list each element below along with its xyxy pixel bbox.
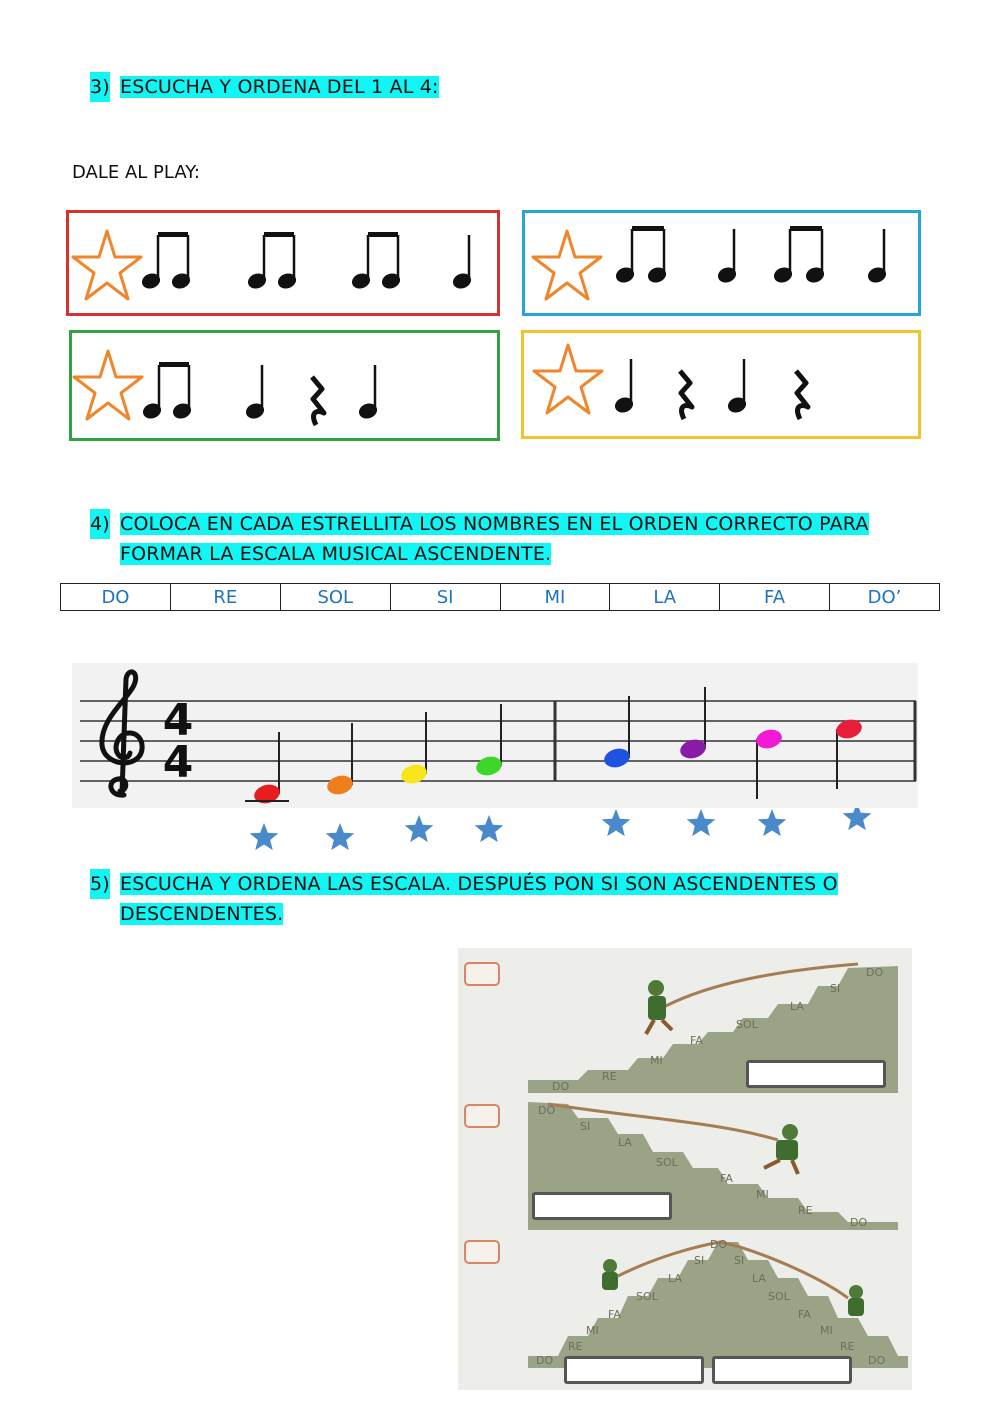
section-3-heading: [90, 72, 920, 102]
step-label: RE: [798, 1204, 813, 1217]
step-label: LA: [752, 1272, 766, 1285]
step-label: MI: [650, 1054, 663, 1067]
mountain-panel-pyramid: [458, 1236, 912, 1390]
step-label: RE: [602, 1070, 617, 1083]
step-label: DO: [868, 1354, 886, 1367]
step-label: DO: [538, 1104, 556, 1117]
step-label: FA: [608, 1308, 621, 1321]
step-label: DO: [710, 1238, 728, 1251]
step-label: MI: [756, 1188, 769, 1201]
step-label: SI: [694, 1254, 705, 1267]
play-label: DALE AL PLAY:: [72, 162, 200, 183]
step-label: LA: [790, 1000, 804, 1013]
answer-box[interactable]: [564, 1356, 704, 1384]
scale-mountains-image: [458, 948, 912, 1390]
staff-svg: [72, 663, 918, 808]
step-label: SOL: [636, 1290, 658, 1303]
rhythm-pattern-red: [69, 213, 499, 315]
rhythm-box-red[interactable]: [66, 210, 500, 316]
step-label: SOL: [656, 1156, 678, 1169]
step-label: SI: [830, 982, 841, 995]
climber-icon: [602, 1259, 618, 1290]
step-label: DO: [866, 966, 884, 979]
blue-star-icon: [687, 809, 716, 836]
scale-note: [678, 687, 708, 761]
mountain-panel-ascending: [458, 948, 912, 1093]
step-label: MI: [820, 1324, 833, 1337]
section-4-heading: [90, 509, 920, 569]
time-signature-bottom: 4: [162, 737, 194, 788]
blue-star-icon: [758, 809, 787, 836]
section-5-line-2: DESCENDENTES.: [120, 903, 284, 925]
step-label: FA: [798, 1308, 811, 1321]
blue-star-icon: [602, 809, 631, 836]
step-label: DO: [552, 1080, 570, 1093]
scale-note: [245, 732, 289, 806]
blue-stars-row: [240, 808, 890, 856]
section-5-heading: [90, 869, 920, 929]
rhythm-pattern-green: [72, 333, 499, 440]
climber-icon: [764, 1124, 798, 1174]
blue-star-icon: [843, 808, 872, 830]
step-label: FA: [690, 1034, 703, 1047]
section-4-line-2: FORMAR LA ESCALA MUSICAL ASCENDENTE.: [120, 543, 552, 565]
rhythm-pattern-yellow: [524, 333, 920, 438]
blue-star-icon: [326, 823, 355, 850]
section-5-line-1: ESCUCHA Y ORDENA LAS ESCALA. DESPUÉS PON SI SON ASCENDENTES O: [120, 873, 838, 895]
order-checkbox[interactable]: [464, 1104, 500, 1128]
rhythm-box-yellow[interactable]: [521, 330, 921, 439]
rhythm-box-green[interactable]: [69, 330, 500, 441]
time-signature-top: 4: [162, 695, 194, 746]
answer-box[interactable]: [746, 1060, 886, 1088]
blue-star-icon: [405, 815, 434, 842]
answer-box[interactable]: [712, 1356, 852, 1384]
note-name-cell[interactable]: MI: [500, 584, 610, 611]
section-3-text: ESCUCHA Y ORDENA DEL 1 AL 4:: [120, 76, 439, 98]
section-4-number: 4): [90, 509, 110, 539]
mountain-panel-descending: [458, 1098, 912, 1238]
step-label: FA: [720, 1172, 733, 1185]
step-label: RE: [568, 1340, 583, 1353]
step-label: SOL: [736, 1018, 758, 1031]
section-5-number: 5): [90, 869, 110, 899]
blue-star-icon: [250, 823, 279, 850]
step-label: LA: [668, 1272, 682, 1285]
step-label: DO: [536, 1354, 554, 1367]
note-name-cell[interactable]: RE: [170, 584, 280, 611]
climber-icon: [646, 980, 672, 1034]
order-checkbox[interactable]: [464, 1240, 500, 1264]
note-name-cell[interactable]: DO’: [829, 584, 939, 611]
step-label: DO: [850, 1216, 868, 1229]
scale-note: [834, 717, 864, 789]
note-name-cell[interactable]: SI: [390, 584, 500, 611]
scale-note: [602, 696, 632, 770]
scale-note: [325, 723, 355, 797]
order-checkbox[interactable]: [464, 962, 500, 986]
step-label: SOL: [768, 1290, 790, 1303]
note-names-table: [60, 583, 940, 611]
star-outline-icon: [73, 231, 141, 299]
star-outline-icon: [74, 351, 142, 419]
answer-box[interactable]: [532, 1192, 672, 1220]
star-outline-icon: [533, 231, 601, 299]
note-name-cell[interactable]: DO: [61, 584, 171, 611]
note-name-cell[interactable]: SOL: [280, 584, 390, 611]
climber-icon: [848, 1285, 864, 1316]
step-label: SI: [580, 1120, 591, 1133]
step-label: MI: [586, 1324, 599, 1337]
section-3-number: 3): [90, 72, 110, 102]
mountain-illustration: [458, 1098, 912, 1238]
scale-note: [754, 727, 784, 799]
note-name-cell[interactable]: FA: [720, 584, 830, 611]
step-label: LA: [618, 1136, 632, 1149]
rhythm-box-blue[interactable]: [522, 210, 921, 316]
treble-clef-icon: [102, 672, 142, 795]
star-outline-icon: [534, 345, 602, 413]
step-label: SI: [734, 1254, 745, 1267]
musical-staff: [72, 663, 918, 808]
step-label: RE: [840, 1340, 855, 1353]
rhythm-pattern-blue: [525, 213, 920, 315]
note-name-cell[interactable]: LA: [610, 584, 720, 611]
scale-note: [399, 712, 429, 786]
blue-star-icon: [475, 815, 504, 842]
section-4-line-1: COLOCA EN CADA ESTRELLITA LOS NOMBRES EN EL ORDEN CORRECTO PARA: [120, 513, 869, 535]
